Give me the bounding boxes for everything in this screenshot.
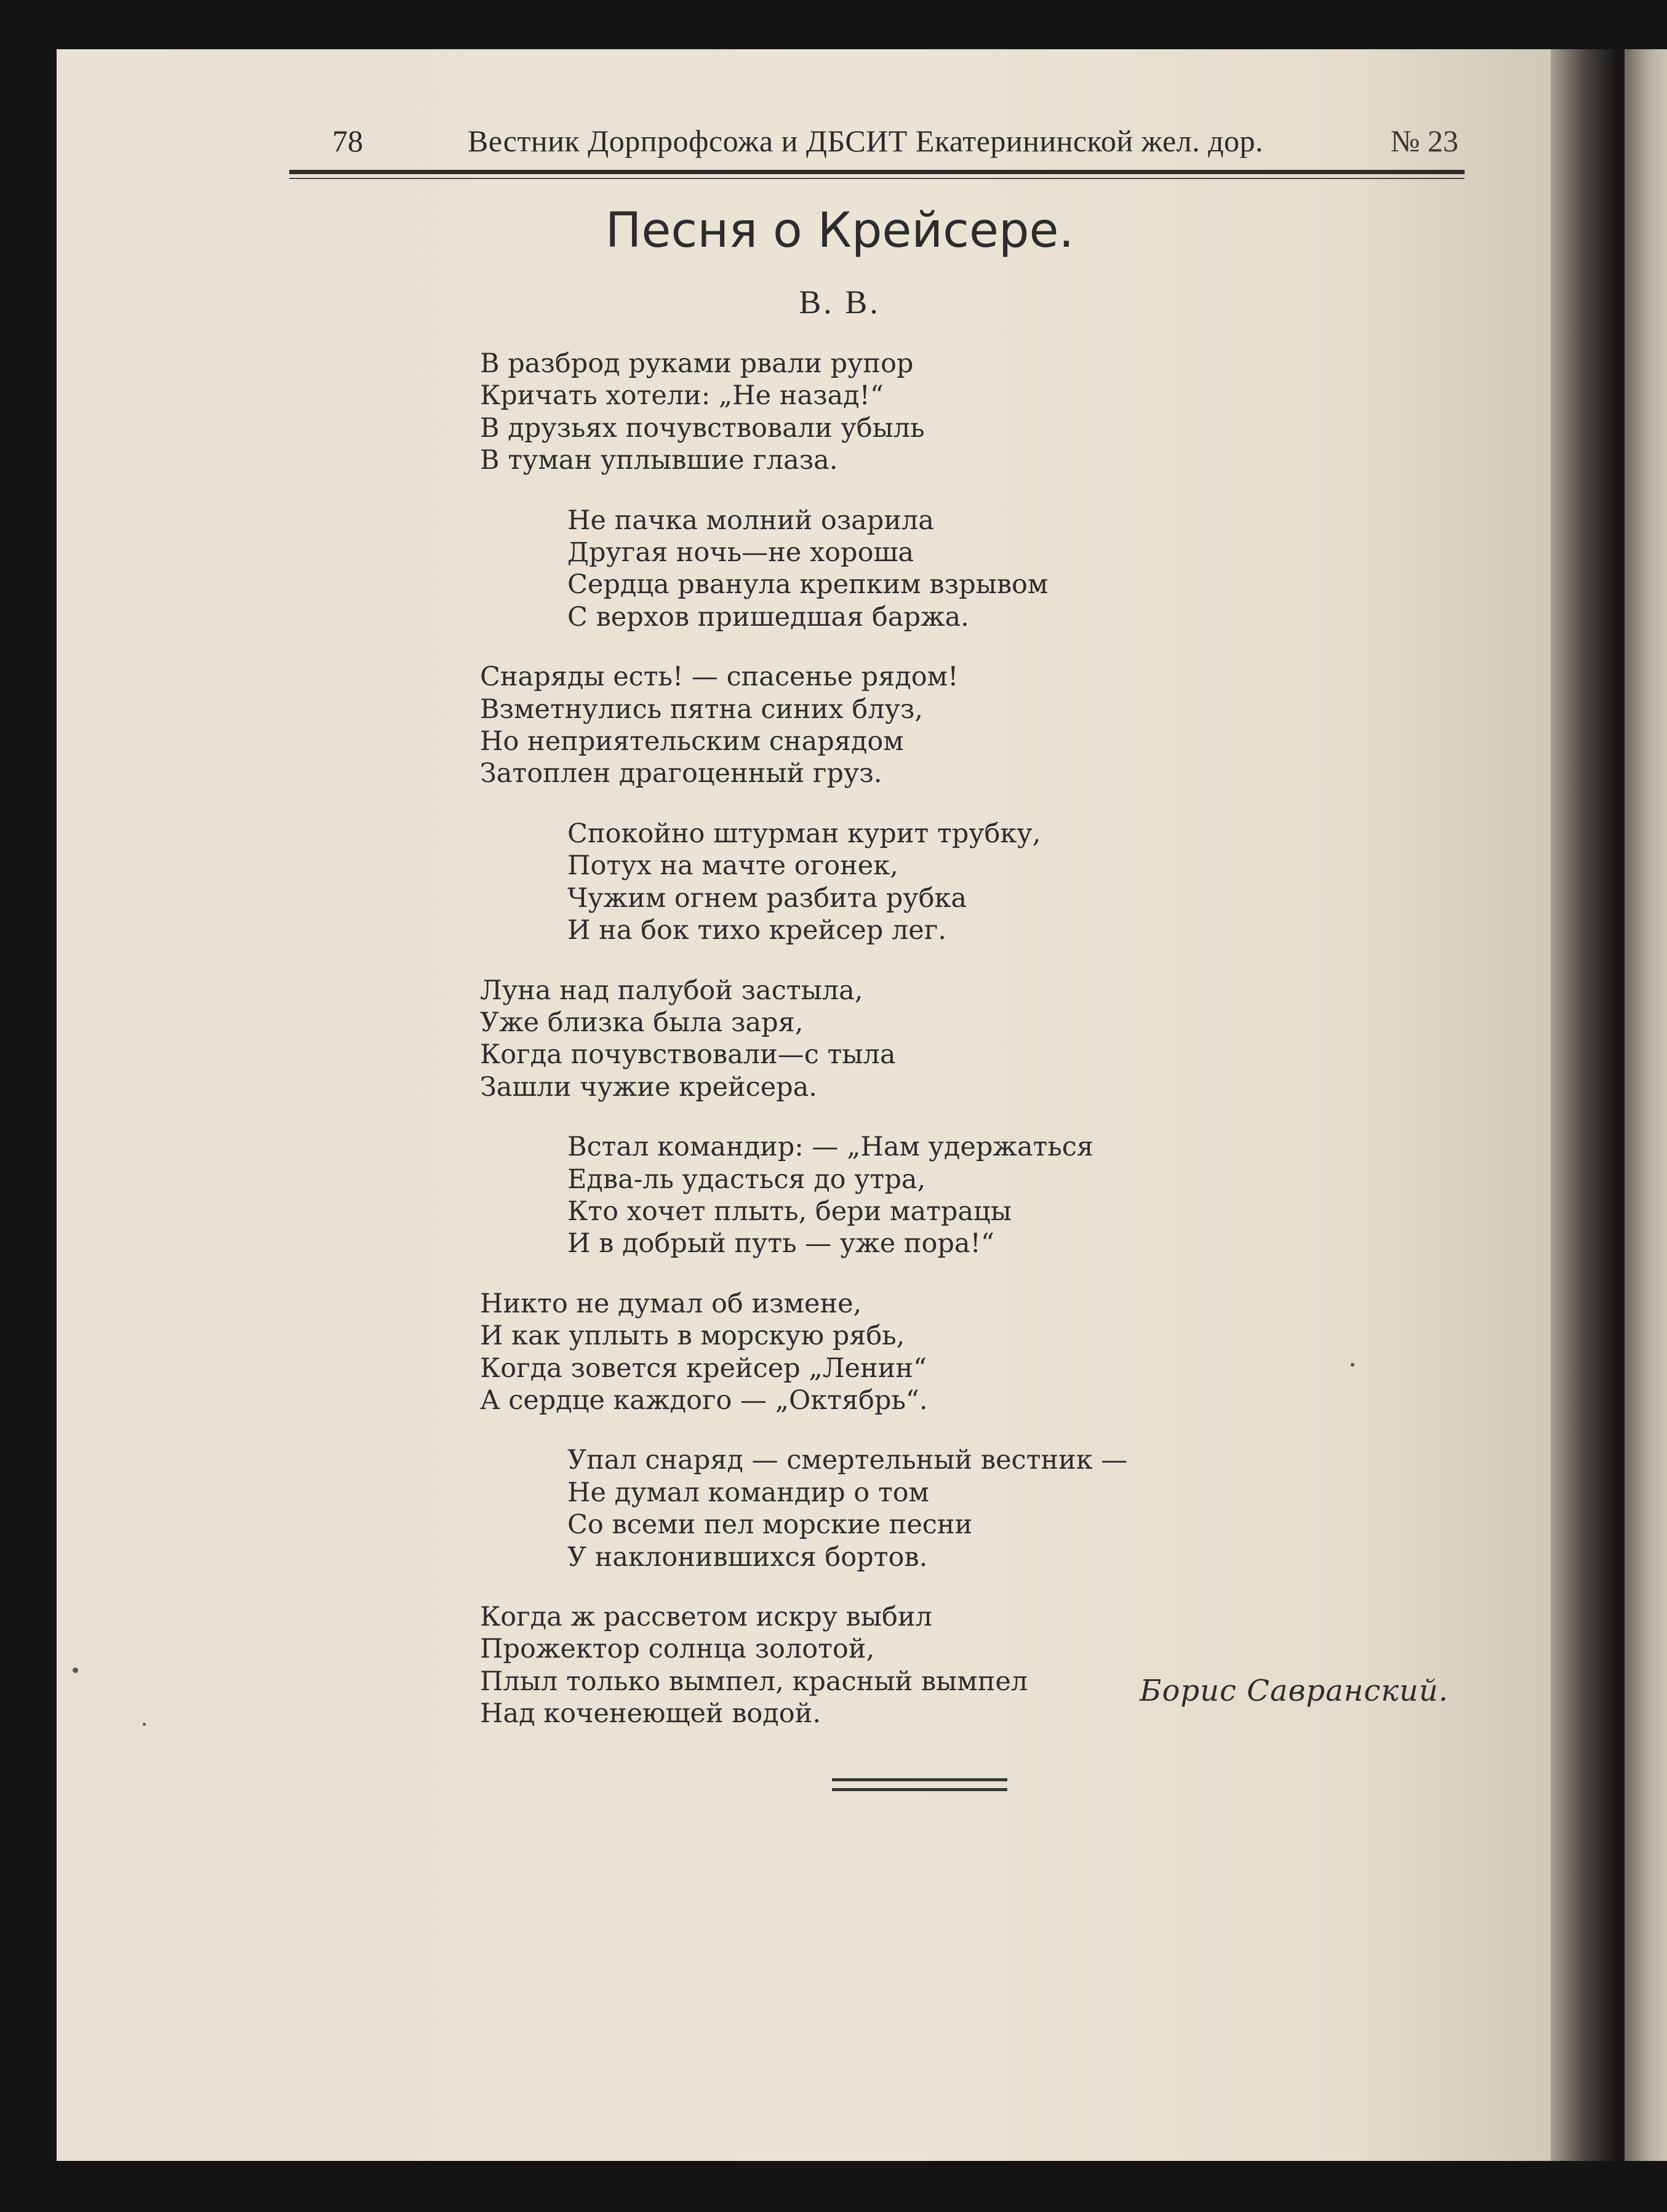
header-rule-thin [289,178,1465,179]
poem-line: Когда ж рассветом искру выбил [480,1602,932,1632]
poem-line: Уже близка была заря, [480,1007,804,1038]
poem-dedication: В. В. [799,284,881,321]
page-number: 78 [332,124,363,158]
stanza [480,1288,1526,1417]
poem-line: И на бок тихо крейсер лег. [567,915,946,946]
poem-line: Взметнулись пятна синих блуз, [480,693,923,725]
poem-line: Кто хочет плыть, бери матрацы [567,1196,1012,1227]
poem-line: Едва-ль удасться до утра, [567,1164,926,1195]
stanza [480,818,1526,947]
poem-line: В разброд руками рвали рупор [480,348,914,379]
end-rule-lower [832,1788,1007,1791]
poem-line: И в добрый путь — уже пора!“ [567,1228,994,1260]
stanza [480,661,1526,790]
poem-line: Другая ночь—не хороша [567,537,914,569]
poem-line: Не пачка молний озарила [567,505,934,536]
journal-title: Вестник Дорпрофсожа и ДБСИТ Екатерининской жел. дор. [468,124,1264,158]
poem-line: Сердца рванула крепким взрывом [567,569,1049,601]
header-rule-thick [289,170,1465,174]
poem-line: И как уплыть в морскую рябь, [480,1320,905,1352]
poem-line: Прожектор солнца золотой, [480,1634,875,1665]
poem-line: А сердце каждого — „Октябрь“. [480,1384,928,1416]
poem-line: У наклонившихся бортов. [567,1541,928,1573]
running-header [295,123,1465,172]
poem-line: Снаряды есть! — спасенье рядом! [480,661,959,693]
poem-line: Но неприятельским снарядом [480,726,904,757]
poem-line: Потух на мачте огонек, [567,850,898,882]
poem-line: Когда зовется крейсер „Ленин“ [480,1352,927,1384]
stanza [480,1131,1526,1260]
paper-speck [73,1667,78,1673]
poem-line: Над коченеющей водой. [480,1698,822,1730]
issue-number: № 23 [1390,124,1458,158]
poem-line: Чужим огнем разбита рубка [567,882,967,914]
poem-line: Зашли чужие крейсера. [480,1071,817,1103]
poem-line: Луна над палубой застыла, [480,975,863,1006]
poem-line: Когда почувствовали—с тыла [480,1039,896,1071]
poem-body [480,348,1526,1758]
author-signature: Борис Савранский. [1140,1674,1449,1708]
poem-line: Упал снаряд — смертельный вестник — [567,1445,1128,1476]
poem-line: В друзьях почувствовали убыль [480,412,925,444]
end-rule-upper [832,1778,1007,1781]
poem-line: Спокойно штурман курит трубку, [567,818,1041,849]
stanza [480,1444,1526,1573]
paper-speck [143,1723,146,1726]
stanza [480,1601,1526,1730]
stanza [480,975,1526,1104]
poem-line: Встал командир: — „Нам удержаться [567,1132,1093,1163]
poem-line: Кричать хотели: „Не назад!“ [480,380,884,412]
stanza [480,505,1526,634]
adjacent-page-edge [1625,49,1667,2161]
poem-line: С верхов пришедшая баржа. [567,601,969,633]
poem-line: Со всеми пел морские песни [567,1509,973,1541]
stanza [480,348,1526,477]
poem-line: Не думал командир о том [567,1477,929,1508]
poem-line: Затоплен драгоценный груз. [480,758,882,789]
poem-title: Песня о Крейсере. [605,203,1074,258]
poem-line: Плыл только вымпел, красный вымпел [480,1666,1028,1697]
poem-line: В туман уплывшие глаза. [480,445,838,476]
poem-line: Никто не думал об измене, [480,1288,862,1319]
